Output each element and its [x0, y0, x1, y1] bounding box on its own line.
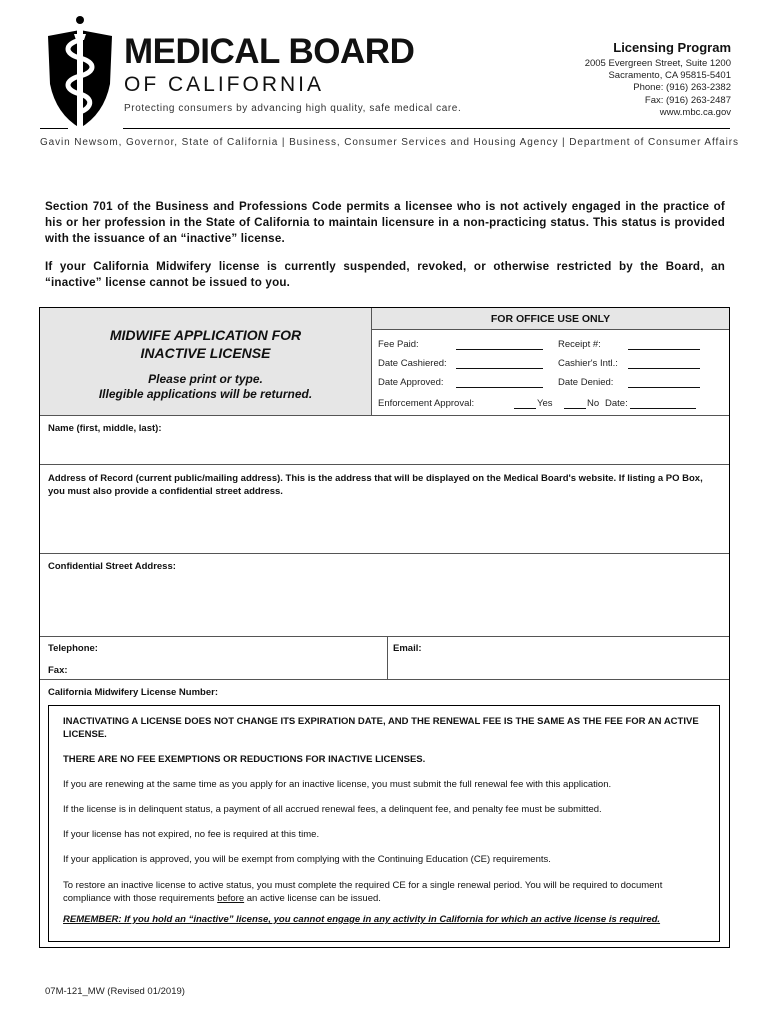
name-label: Name (first, middle, last):	[48, 423, 162, 434]
note-no-exemptions: THERE ARE NO FEE EXEMPTIONS OR REDUCTIONS FOR INACTIVE LICENSES.	[63, 754, 426, 765]
yes-field[interactable]	[514, 408, 536, 409]
note-delinquent: If the license is in delinquent status, a payment of all accrued renewal fees, a delinquent fee, and penalty fee must be submitted.	[63, 804, 602, 815]
program-name: Licensing Program	[613, 40, 731, 55]
receipt-label: Receipt #:	[558, 339, 601, 350]
government-line: Gavin Newsom, Governor, State of California | Business, Consumer Services and Housing Agency | Department of Consumer Affairs	[40, 137, 739, 148]
office-use-heading: FOR OFFICE USE ONLY	[372, 308, 729, 330]
address-of-record-field[interactable]	[40, 500, 729, 552]
note-expiration: INACTIVATING A LICENSE DOES NOT CHANGE ITS EXPIRATION DATE, AND THE RENEWAL FEE IS THE SAME AS THE FEE FOR AN ACTIVE LICENSE.	[63, 716, 699, 740]
brand-title: MEDICAL BOARD	[124, 32, 415, 71]
date-cashiered-label: Date Cashiered:	[378, 358, 447, 369]
header-rule	[123, 128, 730, 129]
telephone-label: Telephone:	[48, 643, 98, 654]
date-approved-label: Date Approved:	[378, 377, 444, 388]
date-denied-label: Date Denied:	[558, 377, 614, 388]
inactive-license-notes	[48, 705, 720, 942]
phone-number: Phone: (916) 263-2382	[633, 82, 731, 94]
brand-subtitle: OF CALIFORNIA	[124, 73, 325, 96]
address-of-record-label: Address of Record (current public/mailing address). This is the address that will be displayed on the Medical Board's website. If listing a PO Box, you must also provide a confidential street address.	[48, 473, 703, 497]
contact-block	[585, 40, 731, 119]
website-link[interactable]: www.mbc.ca.gov	[659, 106, 731, 118]
no-label: No	[587, 398, 600, 409]
fax-field[interactable]	[80, 660, 380, 678]
date-field[interactable]	[630, 408, 696, 409]
date-label: Date:	[605, 398, 628, 409]
form-number: 07M-121_MW (Revised 01/2019)	[45, 986, 185, 997]
form-instructions: Please print or type. Illegible applications will be returned.	[98, 372, 313, 401]
fee-paid-field[interactable]	[456, 349, 543, 350]
enforcement-approval-label: Enforcement Approval:	[378, 398, 475, 409]
confidential-address-label: Confidential Street Address:	[48, 561, 176, 572]
email-field[interactable]	[430, 638, 720, 678]
header-rule-left	[40, 128, 68, 129]
email-label: Email:	[393, 643, 422, 654]
form-title: MIDWIFE APPLICATION FOR INACTIVE LICENSE	[109, 327, 302, 361]
intro-paragraph-1: Section 701 of the Business and Professions Code permits a licensee who is not actively engaged in the practice of his or her profession in the State of California to maintain licensure in a non-practicing status. This status is provided with the issuance of an “inactive” license.	[45, 200, 725, 245]
intro-paragraph-2: If your California Midwifery license is currently suspended, revoked, or otherwise restricted by the Board, an “inactive” license cannot be issued to you.	[45, 260, 725, 289]
license-number-field[interactable]	[240, 681, 720, 701]
brand-tagline: Protecting consumers by advancing high quality, safe medical care.	[124, 103, 462, 114]
fax-label: Fax:	[48, 665, 68, 676]
application-form	[39, 307, 730, 948]
form-title-box	[40, 308, 371, 415]
date-denied-field[interactable]	[628, 387, 700, 388]
note-not-expired: If your license has not expired, no fee is required at this time.	[63, 829, 320, 840]
date-cashiered-field[interactable]	[456, 368, 543, 369]
no-field[interactable]	[564, 408, 586, 409]
yes-label: Yes	[537, 398, 553, 409]
fee-paid-label: Fee Paid:	[378, 339, 419, 350]
cashiers-intl-field[interactable]	[628, 368, 700, 369]
fax-number: Fax: (916) 263-2487	[644, 94, 731, 106]
receipt-field[interactable]	[628, 349, 700, 350]
remember-note: REMEMBER: If you hold an “inactive” license, you cannot engage in any activity in California for which an active license is required.	[63, 914, 661, 925]
medical-board-logo	[44, 14, 116, 132]
license-number-label: California Midwifery License Number:	[48, 687, 218, 698]
note-restore: To restore an inactive license to active status, you must complete the required CE for a single renewal period. You will be required to document compliance with those requirements before an active license can be issued.	[63, 880, 663, 904]
note-ce-exempt: If your application is approved, you will be exempt from complying with the Continuing Education (CE) requirements.	[63, 854, 551, 865]
note-renewing: If you are renewing at the same time as you apply for an inactive license, you must submit the full renewal fee with this application.	[63, 779, 612, 790]
date-approved-field[interactable]	[456, 387, 543, 388]
telephone-field[interactable]	[110, 638, 380, 656]
name-field[interactable]	[40, 416, 729, 464]
confidential-address-field[interactable]	[40, 576, 729, 636]
office-use-box	[372, 308, 729, 415]
address-line-1: 2005 Evergreen Street, Suite 1200	[584, 58, 731, 69]
cashiers-intl-label: Cashier's Intl.:	[558, 358, 618, 369]
address-line-2: Sacramento, CA 95815-5401	[608, 70, 731, 82]
